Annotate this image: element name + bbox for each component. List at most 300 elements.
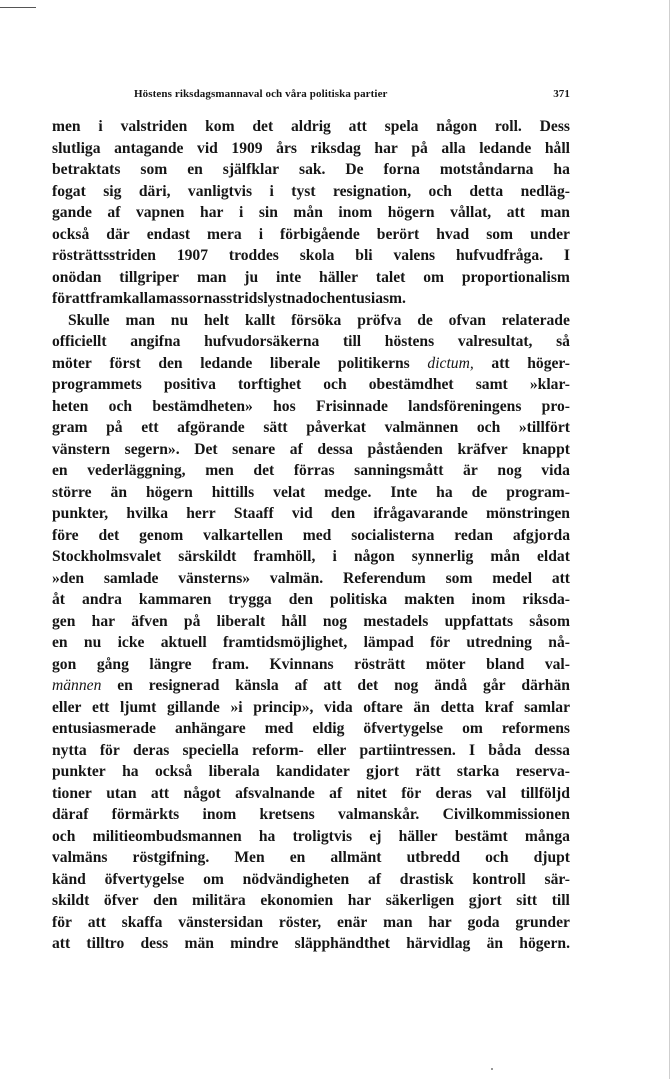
word: om [203,870,224,888]
word: sig [103,182,122,200]
word: håll [281,612,307,630]
word: bli [355,247,373,264]
word: nu [83,634,102,651]
word: militära [192,892,246,909]
word: gen [52,612,76,630]
text-line [52,288,570,310]
word: kretsens [259,806,315,823]
word: fram. [212,655,249,673]
word: speciella [182,741,239,759]
word: politiska [330,591,388,608]
word: båda [488,741,522,759]
word: släpphändthet [294,935,390,952]
word: rösträttsstriden [52,247,156,264]
word: än [486,935,504,952]
text-line [52,460,570,482]
word: däri, [138,182,171,200]
word: Staaff [233,505,274,522]
word: håll [544,139,570,157]
word: kraf [484,698,514,716]
word: till [551,892,570,909]
word: till [342,333,362,350]
word: hos [273,397,296,415]
word: vid [197,139,218,157]
word: gram [52,419,88,436]
word: allmänt [330,849,382,866]
word: relaterade [501,311,570,329]
word: utbredd [406,849,461,866]
word: på [106,419,123,436]
text-line [52,138,570,160]
word: entusiasm. [335,290,406,307]
word: utan [106,784,137,802]
text-line [52,847,570,869]
word: uppfattats [444,612,514,630]
word: men [52,118,81,135]
word: härvidlag [406,935,471,952]
word: reserva- [515,763,570,780]
word: riksda- [522,591,570,608]
word: att [491,354,510,372]
word: eller [316,741,347,759]
text-line [52,181,570,203]
word: att [71,290,91,307]
text-line [52,761,570,783]
word: onödan [52,268,102,286]
word: ha [122,763,139,780]
word: har [347,892,372,909]
word: detta [440,698,475,716]
word: man [540,204,570,221]
text-line [52,202,570,224]
word: möter [425,655,466,673]
word: känd [52,870,86,888]
word: slutliga [52,139,101,157]
word: tyst [291,182,316,200]
word: nedläg- [520,182,570,200]
text-line [52,654,570,676]
word: dictum, [427,354,474,372]
word: högern [387,204,435,221]
word: partiintressen. [359,741,456,759]
word: aktuell [160,634,207,651]
word: programmets [52,376,142,393]
word: Referendum [342,569,426,587]
word: gjort [468,892,502,909]
word: kontroll [472,870,526,888]
word: en [187,161,203,178]
word: af [329,784,343,802]
word: pröfva [357,311,402,329]
word: mönstringen [485,505,570,522]
word: mindre [230,935,279,952]
word: reformens [501,720,570,737]
word: val- [544,655,570,673]
page-edge-line [669,0,670,1079]
word: heten [52,397,89,415]
word: att [52,935,71,952]
text-line [52,267,570,289]
word: resignerad [148,677,220,694]
word: program- [506,483,570,501]
word: tioner [52,784,92,802]
word: deras [132,741,170,759]
word: att [348,118,367,135]
text-line [52,503,570,525]
word: ledande [479,139,532,157]
word: hufvudfråga. [455,247,544,264]
word: sanningsmått [354,462,444,479]
word: liberale [269,354,321,372]
word: och [108,397,133,415]
word: däraf [52,806,89,823]
word: skaffa [121,913,163,931]
word: påverkat [306,419,366,436]
word: en [52,462,68,479]
word: inom [338,204,373,221]
word: sitt [516,892,538,909]
word: punkter [52,763,106,780]
word: att [323,677,342,694]
word: I [469,741,476,759]
word: herr [186,505,216,522]
word: pro- [541,397,570,415]
word: af [289,440,303,458]
word: liberalt [216,612,266,630]
word: angifna [130,333,181,350]
word: resignation, [332,182,412,200]
word: samt [475,376,508,393]
word: många [524,827,570,845]
word: bland [486,655,525,673]
word: också [52,225,90,243]
word: det [357,677,379,694]
text-line [52,331,570,353]
word: säkerligen [385,892,455,909]
word: hittills [211,483,255,501]
word: icke [117,634,145,651]
word: påståenden [367,440,443,458]
running-header-title: Höstens riksdagsmannaval och våra politiska partier [134,88,388,100]
word: valstriden [120,118,188,135]
word: samlar [524,698,570,716]
word: »den [52,569,85,587]
word: endast [146,225,191,243]
word: därhän [521,677,570,694]
word: punkter, [52,505,109,522]
word: männen [52,677,102,694]
text-line [52,611,570,633]
word: så [556,333,570,350]
word: häller [398,827,438,845]
word: afsvalnande [235,784,315,802]
word: dess [140,935,169,952]
word: går [483,677,506,694]
word: spela [384,118,419,135]
word: nytta [52,741,87,759]
word: om [462,720,483,737]
text-line [52,374,570,396]
text-line [52,783,570,805]
word: för [99,741,120,759]
word: roll. [494,118,522,135]
running-header [52,88,570,104]
word: skola [299,247,335,264]
word: någon [353,548,395,565]
word: ekonomien [260,892,334,909]
word: valmännen [384,419,459,436]
word: nog [322,612,348,630]
text-line [52,890,570,912]
word: nu [170,311,189,329]
word: »tillfört [518,419,570,436]
word: aldrig [290,118,331,135]
word: att [150,784,170,802]
word: har [91,612,116,630]
word: vänsterns» [178,569,251,587]
word: längre [149,655,192,673]
word: deras [435,784,472,802]
word: nog [394,677,419,694]
word: där [106,225,130,243]
word: Men [234,849,265,866]
word: enär [336,913,368,931]
word: sär- [544,870,570,888]
word: i [332,548,337,565]
word: hvad [436,225,470,243]
word: val [486,784,507,802]
word: i [98,118,103,135]
word: segern». [124,440,180,458]
word: vederläggning, [87,462,186,479]
word: den [288,591,314,608]
text-line [52,159,570,181]
word: kammaren [138,591,212,608]
word: förmärkts [111,806,180,823]
word: af [107,204,121,221]
word: som [140,161,168,178]
word: Frisinnade [315,397,388,415]
word: med [302,526,332,544]
word: högern. [519,935,570,952]
word: stridslystnad [226,290,312,307]
text-line [52,310,570,332]
word: af [294,677,308,694]
word: har [374,139,398,157]
word: ett [141,419,159,436]
word: öfvertygelse [104,870,185,888]
word: röstgifning. [132,849,210,866]
word: torftighet [237,376,302,393]
word: valresultat, [457,333,533,350]
text-line [52,245,570,267]
word: att [87,913,106,931]
word: höstens [384,333,435,350]
word: och [485,849,509,866]
word: framhöll, [253,548,316,565]
text-line [52,912,570,934]
word: »i [230,698,243,716]
word: en [117,677,133,694]
word: gjort [366,763,400,780]
word: nog [497,462,522,479]
text-line [52,396,570,418]
word: alla [441,139,466,157]
word: som [445,569,473,587]
word: gon [52,655,77,673]
word: den [158,354,183,372]
body-text [52,116,570,955]
text-line [52,869,570,891]
word: proportionalism [461,268,570,286]
word: hufvudorsäkerna [204,333,320,350]
word: i [269,182,274,200]
word: det [253,462,275,479]
word: tillgriper [119,268,180,286]
word: på [183,612,201,630]
word: man [196,268,227,286]
word: 1907 [176,247,208,264]
word: den [330,505,356,522]
word: motståndarna [439,161,534,178]
word: kräfver [457,440,508,458]
word: män [184,935,214,952]
word: rösträtt [354,655,406,673]
word: dessa [317,440,353,458]
word: synnerlig [411,548,474,565]
word: i [258,225,264,243]
word: mån [490,548,520,565]
word: senare [232,440,276,458]
word: såsom [529,612,570,630]
text-line [52,353,570,375]
word: 1909 [231,139,263,157]
word: valmäns [52,849,108,866]
word: mera [207,225,242,243]
word: skildt [52,892,90,909]
word: eldig [312,720,345,737]
word: I [563,247,570,264]
word: ha [258,827,276,845]
word: riksdag [310,139,361,157]
word: framkalla [90,290,156,307]
word: goda [467,913,500,931]
word: De [345,161,364,178]
word: det [98,526,120,544]
word: Inte [390,483,418,501]
word: öfvertygelse [363,720,444,737]
word: hvilka [126,505,168,522]
word: förras [293,462,335,479]
word: man [383,913,413,931]
word: medge. [324,483,372,501]
word: rätt [415,763,441,780]
word: dessa [534,741,570,759]
word: större [52,483,92,501]
text-line [52,675,570,697]
word: anhängare [174,720,246,737]
word: reform- [252,741,304,759]
word: i [238,204,244,221]
text-line [52,482,570,504]
word: knappt [522,440,570,458]
word: möter [52,354,92,372]
text-line [52,417,570,439]
text-line [52,525,570,547]
word: vida [541,462,570,479]
text-line [52,116,570,138]
word: vanligtvis [187,182,253,200]
word: vållat, [450,204,492,221]
word: redan [454,526,493,544]
word: makten [404,591,455,608]
word: häller [319,268,359,286]
word: före [52,526,79,544]
word: under [530,225,570,243]
word: det [252,118,274,135]
text-line [52,933,570,955]
word: höger- [527,354,570,372]
word: afgjorda [512,526,570,544]
word: äfven [131,612,168,630]
word: röster, [278,913,322,931]
word: militieombudsmannen [92,827,242,845]
word: och [323,376,347,393]
word: ha [553,161,570,178]
word: djupt [533,849,570,866]
text-line [52,740,570,762]
word: som [486,225,514,243]
text-line [52,546,570,568]
word: har [428,913,452,931]
word: Stockholmsvalet [52,548,162,565]
word: bestämt [454,827,508,845]
word: af [368,870,382,888]
word: genom [139,526,184,544]
word: samlade [103,569,159,587]
word: massornas [155,290,227,307]
word: någon [436,118,478,135]
word: vänstern [52,440,111,458]
word: och [476,419,501,436]
word: ändå [434,677,468,694]
word: utredning [466,634,532,651]
word: antagande [114,139,184,157]
word: har [200,204,224,221]
word: helt [203,311,230,329]
word: gillande [166,698,220,716]
word: nitet [356,784,387,802]
word: vid [291,505,313,522]
word: de [417,311,433,329]
word: framtidsmöjlighet, [222,634,348,651]
word: inom [202,806,237,823]
word: nå- [548,634,570,651]
text-line [52,589,570,611]
word: sin [258,204,278,221]
word: man [125,311,155,329]
text-line [52,632,570,654]
text-line [52,804,570,826]
word: ledande [200,354,253,372]
word: kallt [244,311,276,329]
word: starka [456,763,500,780]
word: Skulle [68,311,110,329]
word: afgörande [177,419,245,436]
word: oftare [363,698,403,716]
word: eller [52,698,82,716]
word: ett [92,698,110,716]
